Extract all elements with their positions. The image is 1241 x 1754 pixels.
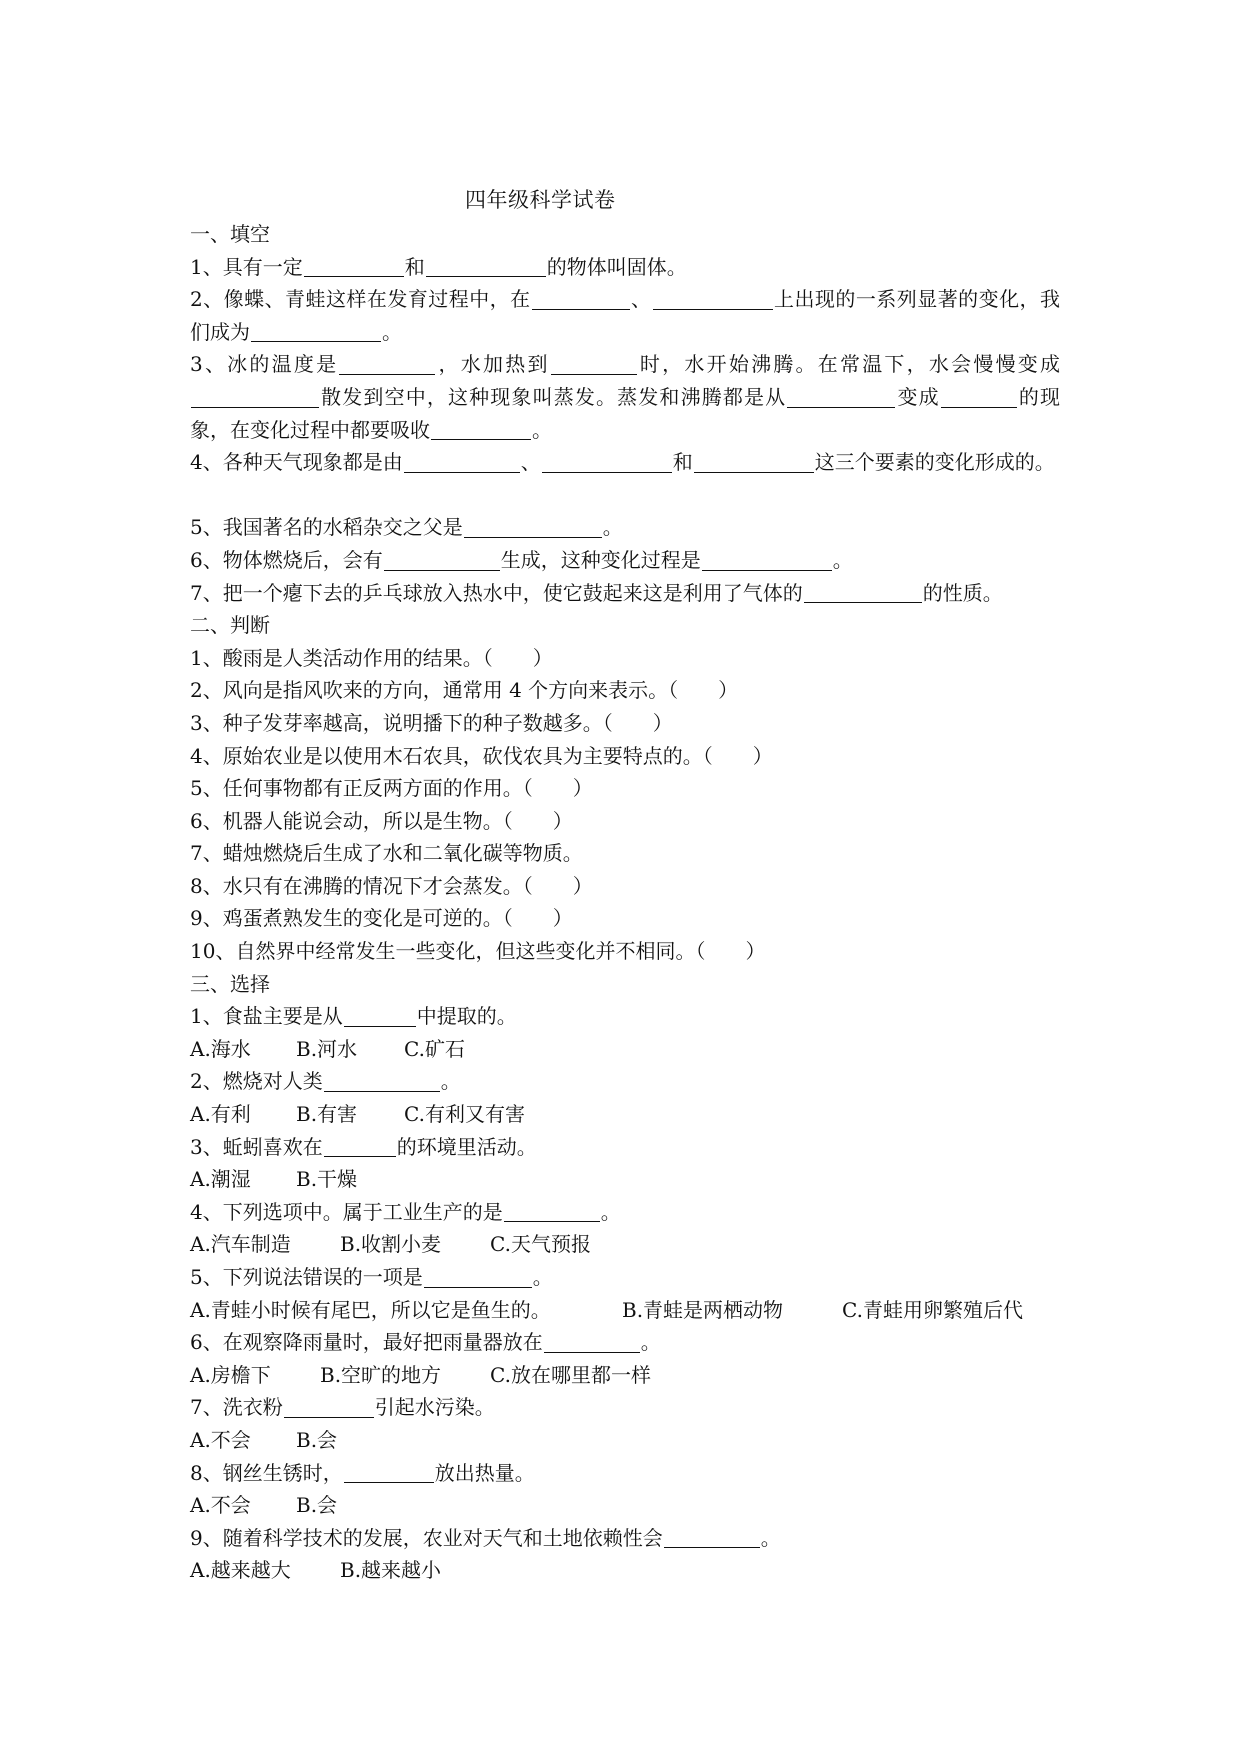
fill-question-2: 2、像蝶、青蛙这样在发育过程中，在 、 上出现的一系列显著的变化，我们成为 。	[190, 287, 1061, 344]
judge-question: 3、种子发芽率越高，说明播下的种子数越多。（ ）	[190, 710, 673, 735]
page-title: 四年级科学试卷	[465, 188, 616, 212]
answer-blank[interactable]	[694, 451, 814, 473]
answer-blank[interactable]	[664, 1526, 760, 1548]
option[interactable]: C.矿石	[404, 1036, 465, 1061]
choice-options-8	[190, 1489, 1060, 1522]
answer-blank[interactable]	[344, 1461, 434, 1483]
answer-blank[interactable]	[324, 1070, 440, 1092]
choice-question-9: 9、随着科学技术的发展，农业对天气和土地依赖性会 。	[190, 1525, 781, 1550]
judge-question: 5、任何事物都有正反两方面的作用。（ ）	[190, 776, 593, 801]
option[interactable]: B.干燥	[296, 1167, 358, 1192]
option[interactable]: A.青蛙小时候有尾巴，所以它是鱼生的。	[190, 1297, 551, 1322]
option[interactable]: B.收割小麦	[340, 1232, 442, 1257]
answer-blank[interactable]	[504, 1200, 600, 1222]
choice-options-3	[190, 1163, 1060, 1196]
answer-blank[interactable]	[702, 549, 832, 571]
judge-question: 2、风向是指风吹来的方向，通常用 4 个方向来表示。（ ）	[190, 678, 739, 703]
judge-question: 8、水只有在沸腾的情况下才会蒸发。（ ）	[190, 873, 593, 898]
option[interactable]: B.空旷的地方	[320, 1362, 442, 1387]
judge-question: 7、蜡烛燃烧后生成了水和二氧化碳等物质。	[190, 841, 583, 866]
option[interactable]: B.会	[296, 1427, 338, 1452]
choice-options-2	[190, 1098, 1060, 1131]
section-heading-choice: 三、选择	[190, 971, 270, 996]
option[interactable]: A.越来越大	[190, 1558, 291, 1583]
answer-blank[interactable]	[464, 516, 602, 538]
section-heading-fill-in: 一、填空	[190, 222, 270, 246]
option[interactable]: C.天气预报	[490, 1232, 591, 1257]
judge-question: 6、机器人能说会动，所以是生物。（ ）	[190, 808, 573, 833]
judge-question: 4、原始农业是以使用木石农具，砍伐农具为主要特点的。（ ）	[190, 743, 773, 768]
option[interactable]: A.潮湿	[190, 1167, 251, 1192]
answer-blank[interactable]	[532, 288, 630, 310]
option[interactable]: C.放在哪里都一样	[490, 1362, 651, 1387]
answer-blank[interactable]	[941, 386, 1017, 408]
option[interactable]: A.不会	[190, 1427, 251, 1452]
judge-question: 1、酸雨是人类活动作用的结果。（ ）	[190, 645, 553, 670]
choice-question-3: 3、蚯蚓喜欢在 的环境里活动。	[190, 1134, 537, 1159]
fill-question-5: 5、我国著名的水稻杂交之父是 。	[190, 515, 623, 540]
answer-blank[interactable]	[304, 255, 404, 277]
fill-question-6: 6、物体燃烧后，会有 生成，这种变化过程是 。	[190, 547, 853, 572]
judge-question: 9、鸡蛋煮熟发生的变化是可逆的。（ ）	[190, 906, 573, 931]
choice-question-5: 5、下列说法错误的一项是 。	[190, 1265, 553, 1290]
answer-blank[interactable]	[424, 1266, 532, 1288]
option[interactable]: B.河水	[296, 1036, 358, 1061]
answer-blank[interactable]	[551, 353, 637, 375]
choice-question-2: 2、燃烧对人类 。	[190, 1069, 461, 1094]
option[interactable]: A.汽车制造	[190, 1232, 291, 1257]
choice-question-1: 1、食盐主要是从 中提取的。	[190, 1004, 517, 1029]
answer-blank[interactable]	[339, 353, 435, 375]
option[interactable]: B.青蛙是两栖动物	[622, 1297, 784, 1322]
answer-blank[interactable]	[251, 320, 381, 342]
choice-question-7: 7、洗衣粉 引起水污染。	[190, 1395, 495, 1420]
answer-blank[interactable]	[804, 581, 922, 603]
choice-options-6	[190, 1359, 1060, 1392]
fill-question-1: 1、具有一定 和 的物体叫固体。	[190, 254, 687, 279]
option[interactable]: C.有利又有害	[404, 1102, 525, 1127]
answer-blank[interactable]	[431, 418, 531, 440]
answer-blank[interactable]	[404, 451, 520, 473]
option[interactable]: B.有害	[296, 1102, 358, 1127]
option[interactable]: A.房檐下	[190, 1362, 271, 1387]
option[interactable]: B.越来越小	[340, 1558, 442, 1583]
option[interactable]: A.海水	[190, 1036, 251, 1061]
choice-options-9	[190, 1554, 1060, 1587]
fill-question-7: 7、把一个瘪下去的乒乓球放入热水中，使它鼓起来这是利用了气体的 的性质。	[190, 580, 1003, 605]
judge-question: 10、自然界中经常发生一些变化，但这些变化并不相同。（ ）	[190, 939, 766, 964]
option[interactable]: B.会	[296, 1493, 338, 1518]
choice-question-4: 4、下列选项中。属于工业生产的是 。	[190, 1199, 621, 1224]
answer-blank[interactable]	[191, 386, 319, 408]
answer-blank[interactable]	[787, 386, 895, 408]
answer-blank[interactable]	[384, 549, 500, 571]
section-heading-judge: 二、判断	[190, 613, 270, 638]
answer-blank[interactable]	[344, 1005, 416, 1027]
choice-question-6: 6、在观察降雨量时，最好把雨量器放在 。	[190, 1330, 661, 1355]
choice-options-5	[190, 1294, 1060, 1327]
choice-options-7	[190, 1424, 1060, 1457]
fill-question-3: 3、冰的温度是 ，水加热到 时，水开始沸腾。在常温下，水会慢慢变成散发到空中，这种现象叫蒸发。蒸发和沸腾都是从 变成 的现象，在变化过程中都要吸收 。	[190, 352, 1061, 442]
answer-blank[interactable]	[284, 1396, 374, 1418]
answer-blank[interactable]	[653, 288, 773, 310]
choice-options-4	[190, 1228, 1060, 1261]
option[interactable]: A.不会	[190, 1493, 251, 1518]
choice-question-8: 8、钢丝生锈时， 放出热量。	[190, 1460, 535, 1485]
option[interactable]: A.有利	[190, 1102, 251, 1127]
choice-options-1	[190, 1033, 1060, 1066]
answer-blank[interactable]	[426, 255, 546, 277]
answer-blank[interactable]	[542, 451, 672, 473]
exam-content	[190, 218, 1060, 1587]
answer-blank[interactable]	[324, 1135, 396, 1157]
answer-blank[interactable]	[544, 1331, 640, 1353]
option[interactable]: C.青蛙用卵繁殖后代	[842, 1297, 1023, 1322]
fill-question-4: 4、各种天气现象都是由 、 和 这三个要素的变化形成的。	[190, 450, 1055, 475]
